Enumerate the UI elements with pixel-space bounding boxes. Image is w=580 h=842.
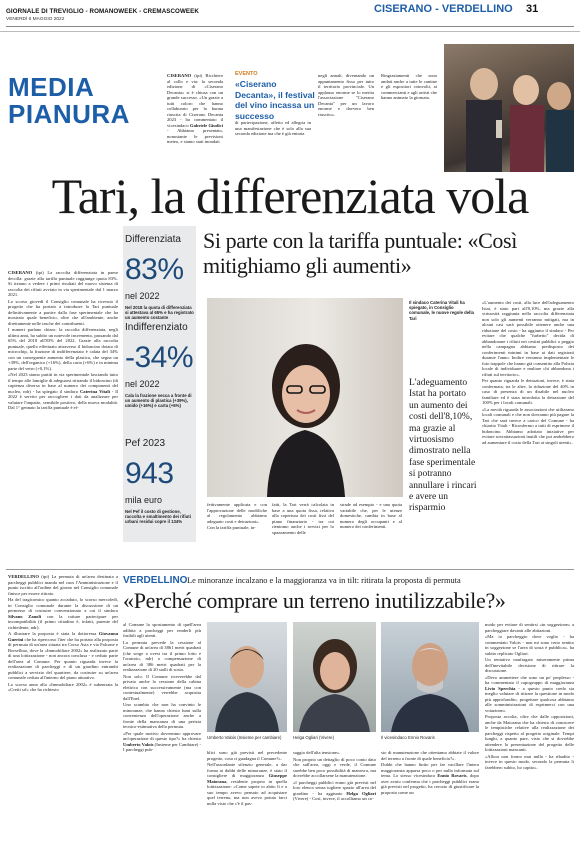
body-paragraph: Uno scambio che non ha convinto le minoranze, che hanno chiesto lumi sulla convenienza dell'operazione anche a fronte della mancanza di una perizia tecnico-estimativa della permuta. [123,702,201,729]
body-paragraph: modo per evitare di sentirsi «in soggezione» a parcheggiare davanti alle abitazioni. [485,622,574,633]
valois-photo [207,622,287,732]
body-paragraph: Non proprio un dettaglio di poco conto dato che sull'area, oggi e verde, il Comune sarebbe ben poco possibilità di manovra, ma dovrebbe accollarsene la manutenzione. [293,756,376,778]
rovaris-caption: Il vicesindaco Ennio Rovaris [381,735,435,740]
verdellino-label: VERDELLINO [123,575,188,586]
main-headline: Tari, la differenziata vola [51,168,529,224]
ogliari-photo [293,622,376,732]
mayor-photo-graphic [207,298,403,497]
body-paragraph: CISERANO (tpi) Bicchiere al collo e via: la seconda edizione di «Ciserano Decanta» si è chiusa con un grande successo. «Un grazie a tutti coloro che hanno collaborato per la buona riuscita di Ciserano Decanta 2023 - ha commentato il vicesindaco Gabriele Giudici - Abbiamo presentato, nonostante le previsioni meteo, e siamo stati inondati [167,73,223,144]
body-paragraph: Lo scorso anno alla «Immobiliare 2002» è subentrata la «Cretti srl» che ha richiesto [8,681,118,692]
body-paragraph: Lo scorso giovedì il Consiglio comunale ha ricevuto il progetto che ha portato a introdurre la Tari puntuale definitivamente a partire dalla fase sperimentale che ha mostrato quale beneficio, oltre che all'ambiente, anche direttamente nelle tasche dei contribuenti. [8,298,118,326]
body-paragraph: Ha del tragicomico quanto accaduto, lo scorso mercoledì, in Consiglio comunale durante la discussione di un permesso di costruire convenzionato a cui il sindaco Silvano Zanoli con la rotture partecipare per incompatibilità (il primo cittadino è, infatti, parente del richiedente, ndr). [8,597,118,630]
masthead-date: VENERDÌ 6 MAGGIO 2022 [6,17,65,22]
festival-photo [444,44,574,172]
article2-col1 [8,574,118,836]
stat-block-1 [123,234,196,321]
stat-note-1: Nel 2018 la quota di differenziata si attestava al 65% e ha registrato un aumento costante [125,305,194,321]
body-paragraph: Per quanto riguarda le detrazioni, invece, è stata confermata, tra le altre, la riduzione del 40% in caso di presenza di un disabile nel nucleo familiare ed è stata introdotta la detrazione del 100% per i locali comunali. [482,378,574,405]
body-paragraph: A illustrare la proposta è stata la dottoressa Giovanna Guerini che ha ripercorso l'iter che ha portato alla proposta di permuta di un'area situata tra Corso Asia e via Falcone e Borsellino, dove la «Immobiliare 2002» ha realizzato parte di una lottizzazione - non ancora conclusa - e ceduto parte dell'area al Comune. Per quanto riguarda invece la realizzazione di parcheggi e di un giardino entrambi pubblici a servizio del quartiere, da costruire su un'area comunale ceduta all'interno del piano attuativo. [8,631,118,680]
body-paragraph: CISERANO (tpi) La raccolta differenziata in paese decolla: grazie alla tariffa puntuale raggiunge quota 83%. Si riziano a vedere i primi risultati del nuovo sistema di raccolta dei rifiuti avviato in via sperimentale dal 1 marzo 2021. [8,270,118,297]
article1-mid [207,502,267,564]
body-paragraph: Dubbi che hanno finito per far vacillare l'intera maggioranza apparsa poco o per nulla informata sul tema. Lo stesso vicesindaco Ennio Rovaris, dopo aver avuto conferma che i parcheggi pubblici erano già previsti nel progetto, ha cercato di giustificare la proposta come un [381,762,479,795]
festival-photo-graphic [444,44,574,172]
top-story-col3: negli annali, diventando un appuntamento fisso per tutto il territorio provinciale. Un applauso enorme se lo merita l'associazione "Ciserano Decanta" per un lavoro enorme e davvero ben riuscito». [318,73,374,117]
stat-block-2 [123,322,196,409]
top-story-col2: di partecipazione, affetto ed allegria in una manifestazione che è solo alla sua seconda edizione ma che è già entrata [235,120,311,136]
body-paragraph: VERDELLINO (tpi) La permuta di un'area destinata a parcheggi pubblici manda nel caos l'Amministrazione e il punto iscritto all'ordine del giorno nel Consiglio comunale finisce per essere ritirato. [8,574,118,596]
masthead [0,0,580,34]
body-paragraph: «Allora non formo mai nulla - ha ribadito - invece in questo modo, secondo la permuta li farebbero subito, ho capito». [485,753,574,770]
page-number: 31 [526,3,539,15]
body-paragraph: Con la tariffa puntuale, in- [207,525,256,530]
body-paragraph: «Nel 2023 siamo partiti in via sperimentale lasciando tutto il tempo alle famiglie di adeguarsi ritirando il bidoncino (di capienza diversa in base al numero dei componenti del nucleo, ndr) - ha spiegato il sindaco Caterina Vitali - Il 2022 è servito per raccogliere i dati da analizzare per valutare l'impatto, sensibile positivo, della nuova modalità. Dal 1° gennaio la tariffa puntuale è ef- [8,372,118,410]
section-divider [6,569,574,570]
body-paragraph: Un tentativo naufragato miseramente prima dell'inevitabile decisione di ritirare la discussione. [485,657,574,673]
body-paragraph: blici sono già previsti nel precedente progetto, cosa ci guadagna il Comune?». [207,750,287,761]
body-paragraph: «La novità riguarda le associazioni che utilizzano locali comunali e che non dovranno più pagare la Tari che sarà invece a carico del Comune - ha chiarito Vitali - Riconfermo a tutti di esprimere il bidoncino. Abbiamo adottato iniziative per evitare sovrattassazioni inutili che poi andrebbero ad aumentare il costo della Tari ai singoli utenti». [482,406,574,445]
top-story-col4: Ringraziamenti che sono andati anche a tutte le cantine e gli espositori coinvolti, ai commercianti e agli artisti che hanno animato la giornata. [381,73,437,100]
body-paragraph: «Per quale motivo dovremmo approvare un'operazione di questo tipo?» ha chiesto Umberto Valois (Insieme per Cambiare) - I parcheggi pub- [123,730,201,752]
body-paragraph: fettivamente applicata e con l'approvazione delle modifiche al regolamento abbiamo adeguato costi e detrazioni». [207,502,267,524]
stats-sidebar [123,226,196,542]
article2-col2 [123,622,201,836]
header-rule [6,26,574,27]
body-paragraph: La permuta prevede la cessione al Comune di un'area di 3861 metri quadrati (che sorge a ovest tra il primo lotto e l'oratorio, ndr) a compensazione di un'area di 386 metri quadrati per la realizzazione di 20 stalli di sosta. [123,639,201,672]
rovaris-photo-graphic [381,622,479,732]
article1-left [8,270,118,567]
stat-value-1: 83% [125,253,184,286]
article1-right [482,300,574,564]
mayor-photo [207,298,403,497]
body-paragraph: I numeri parlano chiaro: la raccolta differenziata, negli ultimi anni, ha subìto un notevole incremento, passando dal 65% del 2018 all'83% del 2022. Grazie alla raccolta puntuale, quello effettuato attraverso il bidoncino dotato di microchip, la frazione di indifferenziato è calata del 34% con un conseguente aumento della plastica, che segna un +39%, dell'organico (+16%), della carta (+6%) e in minima parte del vetro (+0,1%). [8,327,118,371]
event-label: EVENTO [235,71,258,77]
verdellino-headline: «Perché comprare un terreno inutilizzabile?» [123,588,506,613]
masthead-title: GIORNALE DI TREVIGLIO - ROMANOWEEK - CREMASCOWEEK [6,8,199,15]
body-paragraph: al Comune lo spostamento di quell'area adibita a parcheggi per renderli più fruibili agli utenti. [123,622,201,638]
body-paragraph: Nell'assordante silenzio generale, a dar forma ai dubbi delle minoranze, è stato il consigliere di maggioranza Giuseppe Maiorana, residente proprio in quella lottizzazione: «Come sapete io abito lì e a suo tempo avevo pensato ad acquistare quel terreno, ma non avevo potuto farci nulla visto che c'è il pas- [207,762,287,806]
body-paragraph: Non solo. Il Comune riceverebbe dal privato anche la cessione della cabina elettrica con successivamente (ma con contestualmente) verrebbe acquisita dall'Enel. [123,673,201,701]
valois-photo-graphic [207,622,287,732]
ogliari-photo-graphic [293,622,376,732]
verdellino-kicker: Le minoranze incalzano e la maggioranza va in tilt: ritirata la proposta di permuta [187,576,461,585]
body-paragraph: sto di manutenzione che otteniamo abbiate il valore del terreno a fronte di quale beneficio?». [381,750,479,761]
article2-col6 [485,622,574,836]
body-paragraph: saggio dell'alta tensione». [293,750,341,755]
brand-line2: PIANURA [8,99,130,129]
mayor-caption: Il sindaco Caterina Vitali ha spiegato, in Consiglio comunale, le nuove regole della Tari [409,300,474,321]
stat-note-3: Nel Pef il costo di gestione, raccolta e smaltimento dei rifiuti urbani residui copre il 134% [125,509,191,525]
body-paragraph: «I parcheggi pubblici erano già previsti nel loro elenco senza togliere spazio all'area del giardino - ha aggiunto Helga Ogliari (Vivere) - Così, invece, il accolliamo un co- [293,779,376,801]
brand-box [8,74,128,136]
stat-value-2: -34% [125,341,194,374]
article1-mid3: strade ad esempio - e una quota variabile che, per le utenze domestiche, cambia in base al numero degli occupanti e al numero dei conferimenti. [340,502,402,529]
body-paragraph: «L'aumento dei costi, alla luce dell'adeguamento Istat, è stato pari all'8,10%, ma grazie alla virtuosità raggiunta nella raccolta differenziata non solo gli aumenti verranno mitigati, ma in alcuni casi sarà possibile ottenere anche una riduzione del costo - ha aggiunto il sindaco - Per evitare che qualche "furbetto" decida di abbandonare i rifiuti nei cestini pubblici o peggio nella campagna abbiamo predisposto dei conferimenti minimi in base ai dati registrati durante l'anno. Inoltre verranno implementate le foto trappole che hanno già consentito alla Polizia locale di individuare e multare chi abbandona i rifiuti sul territorio». [482,300,574,377]
pull-quote: L'adeguamento Istat ha portato un aumento dei costi dell'8,10%, ma grazie al virtuosismo dimostrato nella fase sperimentale si potranno annullare i rincari e avere un risparmio [409,378,477,514]
stat-block-3 [123,438,196,525]
article1-mid2: fatti, la Tari verrà calcolata in base a una quota fissa, relativa alla copertura dei costi fissi del piano finanziario - tra cui rientrano anche i servizi per lo spazzamento delle [272,502,334,535]
stat-label-2: Indifferenziato [125,322,188,333]
event-title: «Ciserano Decanta», il festival del vino incassa un successo [235,79,315,121]
ogliari-caption: Helga Ogliari (Vivere) [293,735,334,740]
body-paragraph: Proposta accolta, oltre che dalle opposizioni, anche da Maiorana che ha chiesto di conoscere le tempistiche relative alla realizzazione dei parcheggi rispetto al progetto originale. Tempi lunghi, a quanto pare, visto che si dovrebbe attendere la presentazione del progetto delle lottizzazioni mancanti. [485,714,574,752]
stat-value-3: 943 [125,457,174,490]
stat-year-3: mila euro [125,495,163,505]
stat-year-2: nel 2022 [125,379,160,389]
top-story-col1 [167,73,223,173]
sub-headline: Si parte con la tariffa puntuale: «Così mitighiamo gli aumenti» [203,228,517,278]
article2-col3 [207,750,287,836]
article2-col5 [381,750,479,836]
article2-col4 [293,750,376,836]
section-title: CISERANO - VERDELLINO [374,3,513,15]
brand-line1: MEDIA [8,72,95,102]
stat-year-1: nel 2022 [125,291,160,301]
stat-note-2: Cala la frazione secca a fronte di un aumento di plastica (+39%), umido (+16%) e carta (+6%) [125,393,192,409]
body-paragraph: «Ma io parcheggio dove voglio - ha commentato Valois - non mi sono certo sentito in soggezione se l'area di sosta è pubblica». ha subito replicato Ogliari. [485,634,574,656]
rovaris-photo [381,622,479,732]
valois-caption: Umberto Valois (Insieme per cambiare) [207,735,282,740]
body-paragraph: «Devo ammettere che sono un po' perplesso - ha commentato il capogruppo di maggioranza Livio Sperchia - a questo punto credo sia meglio valutare di ritirare la questione in modo più approfondito, progettare qualcosa abbiamo alle somministrazioni di esprimerci con una votazione». [485,674,574,713]
stat-label-1: Differenziata [125,234,181,245]
stat-label-3: Pef 2023 [125,438,166,449]
